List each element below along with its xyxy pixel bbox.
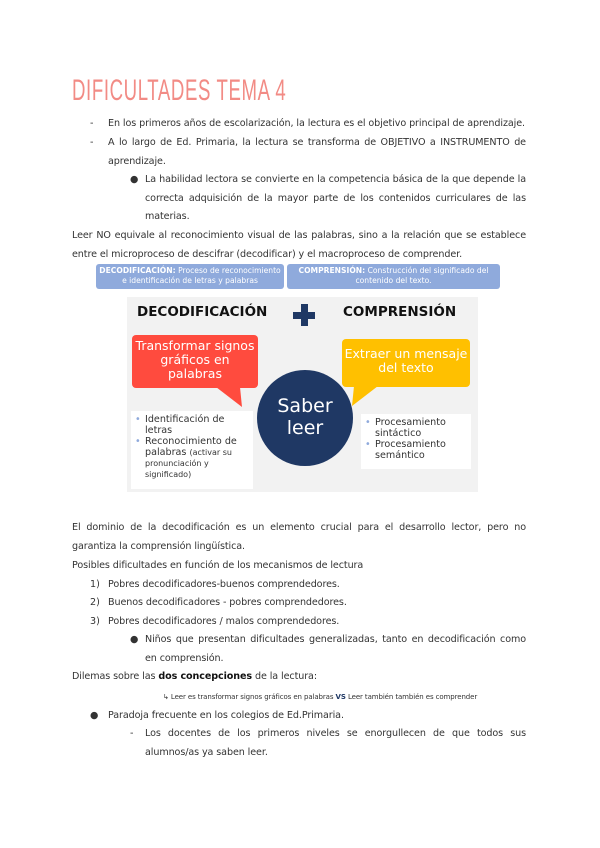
center-circle: Saber leer <box>257 370 353 466</box>
bullet-1: En los primeros años de escolarización, la lectura es el objetivo principal de aprendizaje. <box>108 118 525 129</box>
bullet-2: A lo largo de Ed. Primaria, la lectura se transforma de OBJETIVO a INSTRUMENTO de aprendizaje. <box>108 137 526 167</box>
bullet-paradoja: Paradoja frecuente en los colegios de Ed.Primaria. <box>108 710 344 721</box>
definition-label: DECODIFICACIÓN: <box>99 266 176 275</box>
list-number: 2) <box>90 597 100 608</box>
dash-marker: - <box>90 118 94 129</box>
item-text: Reconocimiento de palabras <box>145 436 237 458</box>
paragraph-dominio: El dominio de la decodificación es un elemento crucial para el desarrollo lector, pero no garantiza la comprensión lingüística. <box>72 522 526 552</box>
right-list-item: • Procesamiento semántico <box>365 439 467 461</box>
paragraph-posibles: Posibles dificultades en función de los mecanismos de lectura <box>72 560 364 571</box>
dot-marker: ● <box>90 710 99 721</box>
list-item: Pobres decodificadores-buenos comprendedores. <box>108 579 340 590</box>
definition-comprension <box>287 264 500 289</box>
vs-label: VS <box>335 693 346 701</box>
list-number: 1) <box>90 579 100 590</box>
item-note: (activar su pronunciación y significado) <box>145 448 232 479</box>
diagram-left-title: DECODIFICACIÓN <box>137 304 268 320</box>
left-list <box>131 411 253 489</box>
dot-marker: ● <box>130 634 139 645</box>
bullet-docentes: Los docentes de los primeros niveles se enorgullecen de que todos sus alumnos/as ya saben leer. <box>145 728 526 758</box>
right-list <box>361 414 471 469</box>
diagram-right-title: COMPRENSIÓN <box>343 304 457 320</box>
text: de la lectura: <box>252 671 317 682</box>
left-list-item: • Identificación de letras <box>135 414 249 436</box>
paragraph-leer: Leer NO equivale al reconocimiento visual de las palabras, sino a la relación que se establece entre el microproceso de descifrar (decodificar) y el macroproceso de comprender. <box>72 230 526 260</box>
list-item: Buenos decodificadores - pobres comprendedores. <box>108 597 347 608</box>
definition-decodificacion <box>96 264 284 289</box>
plus-icon <box>293 304 315 326</box>
page-title: DIFICULTADES TEMA 4 <box>72 74 287 107</box>
list-number: 3) <box>90 616 100 627</box>
definition-text: Proceso de reconocimiento e identificación de letras y palabras <box>122 266 281 285</box>
bullet-2-sub: La habilidad lectora se convierte en la competencia básica de la que depende la correcta adquisición de la mayor parte de los contenidos curriculares de las materias. <box>145 174 526 223</box>
left-bubble: Transformar signos gráficos en palabras <box>132 335 258 388</box>
list-sub-item: Niños que presentan dificultades generalizadas, tanto en decodificación como en comprensión. <box>145 634 526 664</box>
bold-text: dos concepciones <box>158 671 253 682</box>
definition-text: Construcción del significado del contenido del texto. <box>355 266 489 285</box>
text: ↳ Leer es transformar signos gráficos en palabras <box>163 693 336 701</box>
text: Dilemas sobre las <box>72 671 159 682</box>
paragraph-dilemas <box>72 668 317 687</box>
text: Leer también también es comprender <box>345 693 478 701</box>
left-bubble-tail <box>216 387 254 407</box>
dash-marker: - <box>130 728 134 739</box>
right-list-item: • Procesamiento sintáctico <box>365 417 467 439</box>
right-bubble: Extraer un mensaje del texto <box>342 339 470 387</box>
left-list-item <box>135 436 249 480</box>
vs-line <box>163 688 477 707</box>
reading-diagram <box>127 297 478 492</box>
dash-marker: - <box>90 137 94 148</box>
dot-marker: ● <box>130 174 139 185</box>
definition-label: COMPRENSIÓN: <box>298 266 366 275</box>
list-item: Pobres decodificadores / malos comprendedores. <box>108 616 340 627</box>
